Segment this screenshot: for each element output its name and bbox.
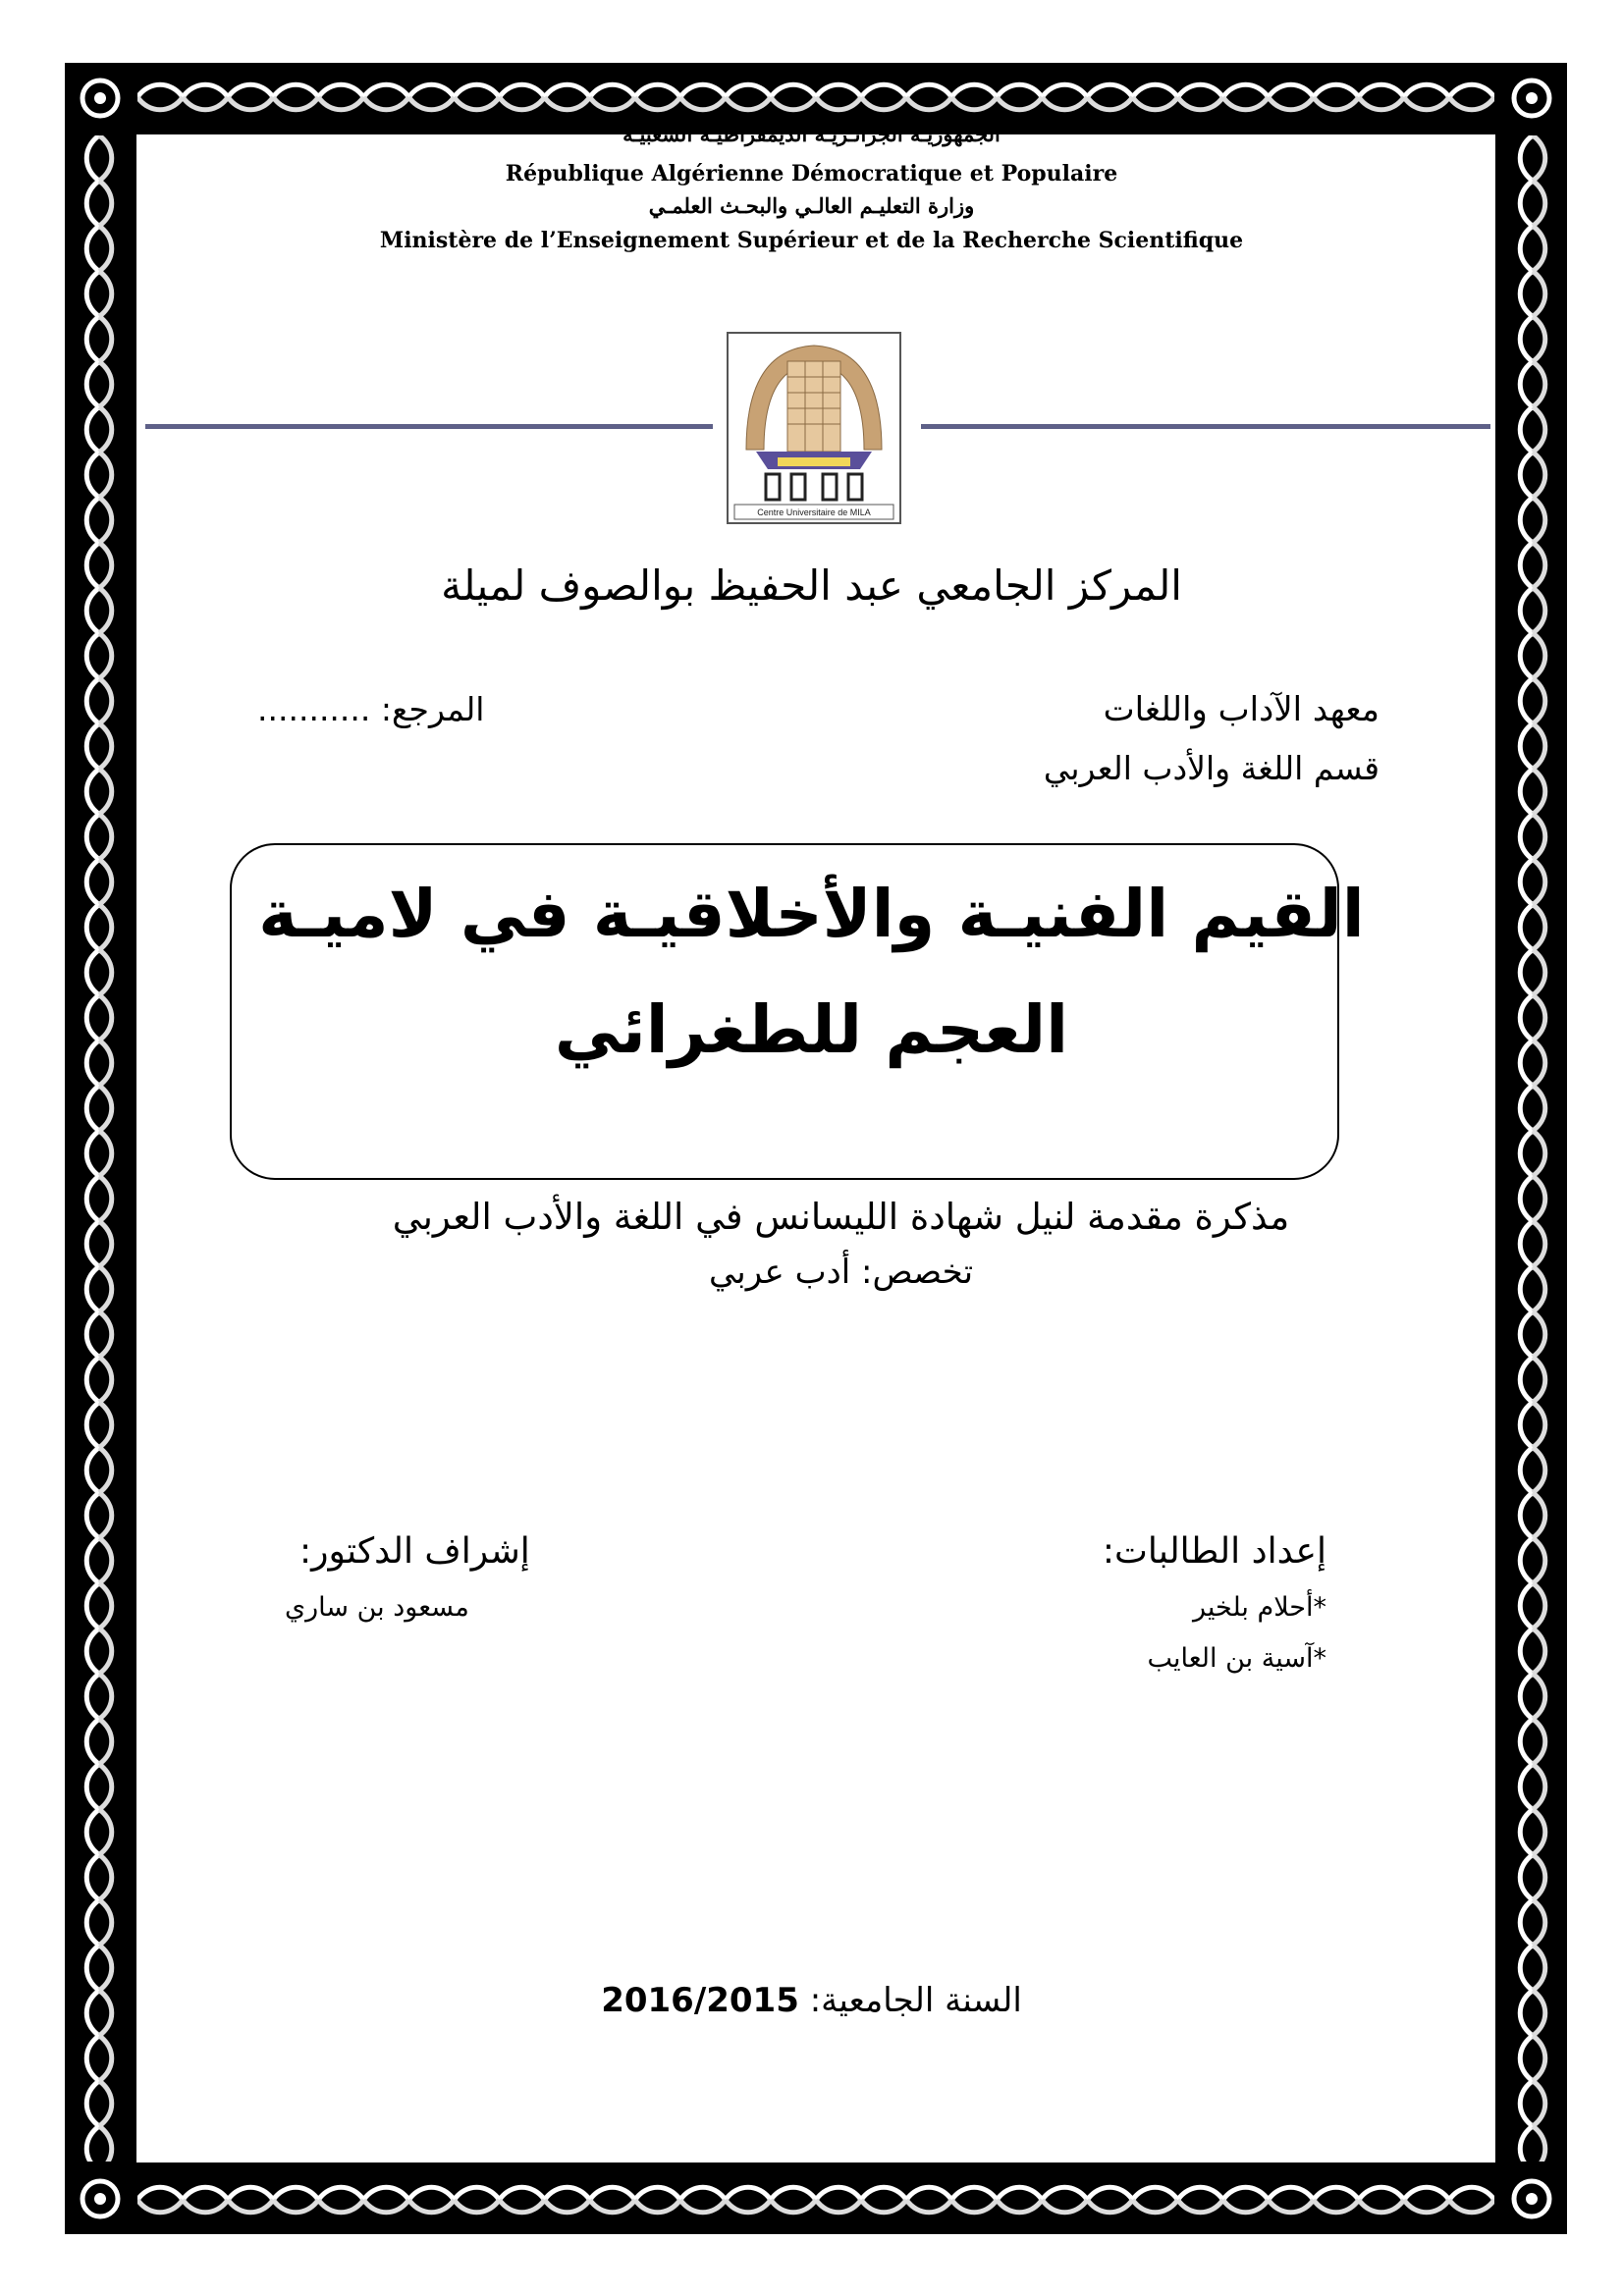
reference-field: المرجع: ........... bbox=[257, 690, 485, 728]
department-name: قسم اللغة والأدب العربي bbox=[1043, 749, 1380, 787]
corner-ornament-icon bbox=[75, 73, 126, 124]
ministry-french: Ministère de l’Enseignement Supérieur et de la Recherche Scientifique bbox=[379, 228, 1244, 253]
university-logo bbox=[727, 332, 901, 524]
divider-right bbox=[921, 424, 1490, 429]
supervisor-label: إشراف الدكتور: bbox=[299, 1531, 530, 1572]
divider-left bbox=[145, 424, 713, 429]
corner-ornament-icon bbox=[75, 2173, 126, 2224]
thesis-title-line2: العجم للطغرائي bbox=[554, 991, 1069, 1068]
corner-ornament-icon bbox=[1506, 2173, 1557, 2224]
border-band-top bbox=[137, 75, 1494, 120]
academic-year bbox=[0, 1981, 1623, 2020]
academic-year-value: 2016/2015 bbox=[601, 1981, 799, 2020]
border-band-right bbox=[1510, 135, 1555, 2162]
supervisor-name: مسعود بن ساري bbox=[285, 1592, 469, 1623]
memo-description: مذكرة مقدمة لنيل شهادة الليسانس في اللغة والأدب العربي bbox=[392, 1196, 1290, 1238]
corner-ornament-icon bbox=[1506, 73, 1557, 124]
institute-name: معهد الآداب واللغات bbox=[1103, 690, 1380, 729]
thesis-title-line1: القيم الفنيـة والأخلاقيـة في لاميـة bbox=[258, 876, 1365, 952]
student-name: *أحلام بلخير bbox=[1192, 1592, 1326, 1623]
republic-french: République Algérienne Démocratique et Populaire bbox=[505, 161, 1118, 187]
academic-year-label: السنة الجامعية: bbox=[809, 1981, 1022, 2020]
ministry-arabic: وزارة التعليـم العالـي والبحـث العلمـي bbox=[648, 193, 975, 218]
logo-caption: Centre Universitaire de MILA bbox=[757, 507, 871, 517]
republic-arabic: الجمهوريـة الجزائـريـة الديمقراطيـة الشعبيـة bbox=[622, 122, 1001, 146]
prepared-by-label: إعداد الطالبات: bbox=[1102, 1531, 1326, 1572]
border-band-left bbox=[77, 135, 122, 2162]
student-name: *آسية بن العايب bbox=[1147, 1643, 1326, 1674]
border-band-bottom bbox=[137, 2177, 1494, 2222]
specialty: تخصص: أدب عربي bbox=[708, 1253, 974, 1292]
university-center-name: المركز الجامعي عبد الحفيظ بوالصوف لميلة bbox=[441, 561, 1182, 610]
